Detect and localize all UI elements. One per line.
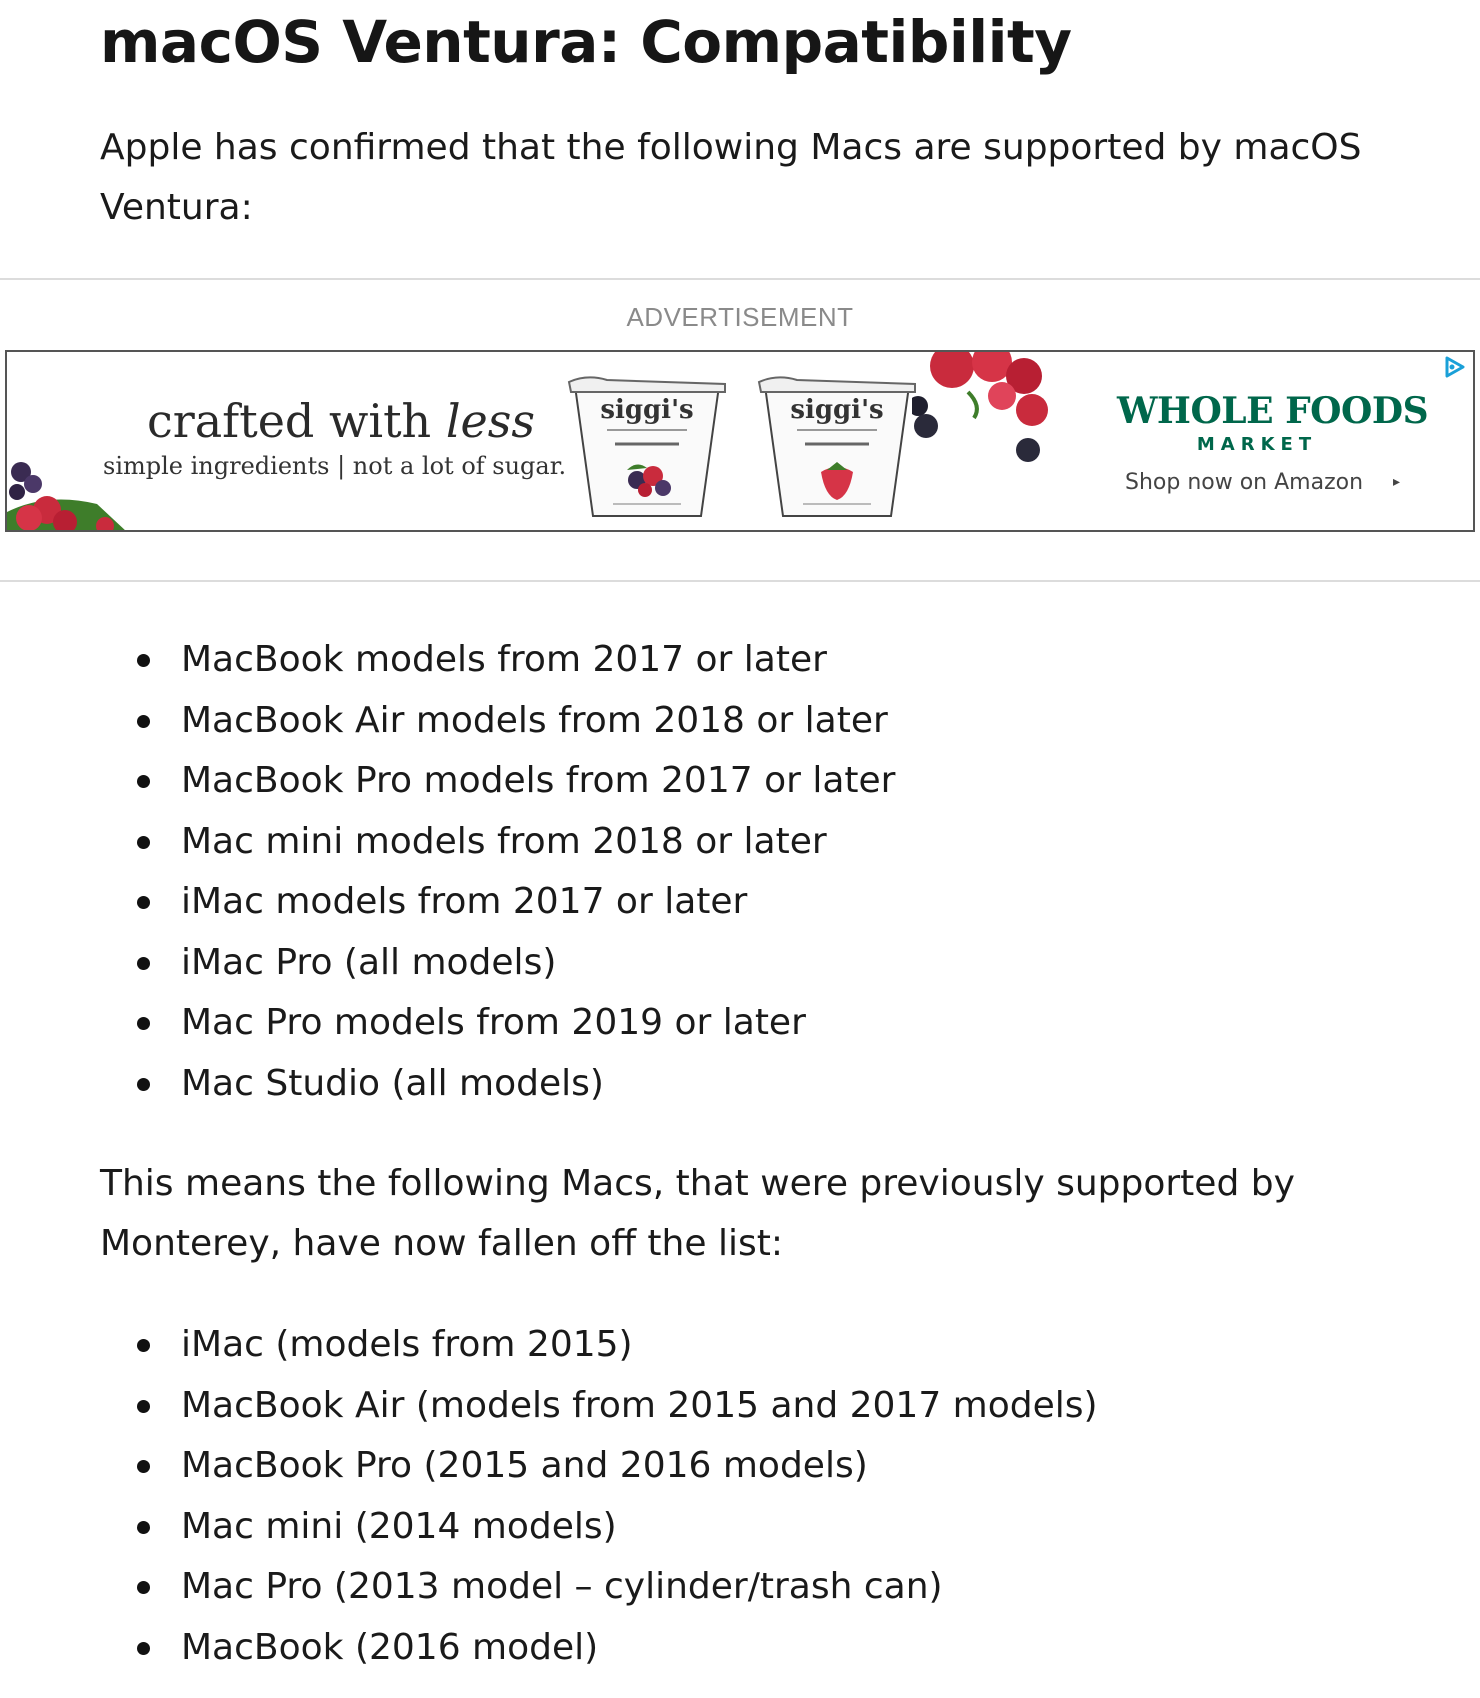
intro-paragraph: Apple has confirmed that the following Macs are supported by macOS Ventura: <box>100 127 1362 228</box>
supported-macs-list <box>100 630 895 1114</box>
list-item: iMac (models from 2015) <box>100 1315 1098 1376</box>
advertisement-label: ADVERTISEMENT <box>626 302 854 332</box>
bullet-icon <box>137 1400 150 1413</box>
list-item: iMac models from 2017 or later <box>100 872 895 933</box>
shop-now-link[interactable]: Shop now on Amazon <box>1125 470 1364 495</box>
list-item: iMac Pro (all models) <box>100 933 895 994</box>
list-item: MacBook Pro (2015 and 2016 models) <box>100 1436 1098 1497</box>
bullet-icon <box>137 654 150 667</box>
ad-banner[interactable] <box>5 350 1475 532</box>
bullet-icon <box>137 1078 150 1091</box>
bullet-icon <box>137 1581 150 1594</box>
yogurt-cup-image <box>567 372 727 522</box>
bullet-icon <box>137 1521 150 1534</box>
list-item: MacBook Air models from 2018 or later <box>100 691 895 752</box>
ad-subline: simple ingredients | not a lot of sugar. <box>103 452 567 480</box>
advertisement-section <box>0 278 1480 582</box>
list-item: Mac Pro models from 2019 or later <box>100 993 895 1054</box>
bullet-icon <box>137 1642 150 1655</box>
bullet-icon <box>137 896 150 909</box>
ad-choices-icon[interactable] <box>1441 354 1467 380</box>
bullet-icon <box>137 957 150 970</box>
yogurt-cup-image <box>757 372 917 522</box>
list-item: Mac mini (2014 models) <box>100 1497 1098 1558</box>
list-item: Mac Studio (all models) <box>100 1054 895 1115</box>
dropped-note-paragraph: This means the following Macs, that were previously supported by Monterey, have now fallen off the list: <box>100 1163 1295 1264</box>
list-item: MacBook models from 2017 or later <box>100 630 895 691</box>
bullet-icon <box>137 1017 150 1030</box>
berries-image <box>912 352 1052 472</box>
dropped-macs-list <box>100 1315 1098 1678</box>
bullet-icon <box>137 836 150 849</box>
list-item: Mac mini models from 2018 or later <box>100 812 895 873</box>
list-item: MacBook Pro models from 2017 or later <box>100 751 895 812</box>
svg-text:siggi's: siggi's <box>790 395 884 425</box>
bullet-icon <box>137 775 150 788</box>
bullet-icon <box>137 715 150 728</box>
list-item: Mac Pro (2013 model – cylinder/trash can) <box>100 1557 1098 1618</box>
whole-foods-logo: WHOLE FOODS <box>1117 390 1429 432</box>
whole-foods-logo-sub: MARKET <box>1196 434 1318 455</box>
section-heading: macOS Ventura: Compatibility <box>100 8 1072 76</box>
ad-tagline: crafted with less <box>147 394 535 448</box>
svg-text:siggi's: siggi's <box>600 395 694 425</box>
list-item: MacBook (2016 model) <box>100 1618 1098 1679</box>
arrow-right-icon: ▸ <box>1393 474 1401 490</box>
bullet-icon <box>137 1460 150 1473</box>
list-item: MacBook Air (models from 2015 and 2017 models) <box>100 1376 1098 1437</box>
bullet-icon <box>137 1339 150 1352</box>
